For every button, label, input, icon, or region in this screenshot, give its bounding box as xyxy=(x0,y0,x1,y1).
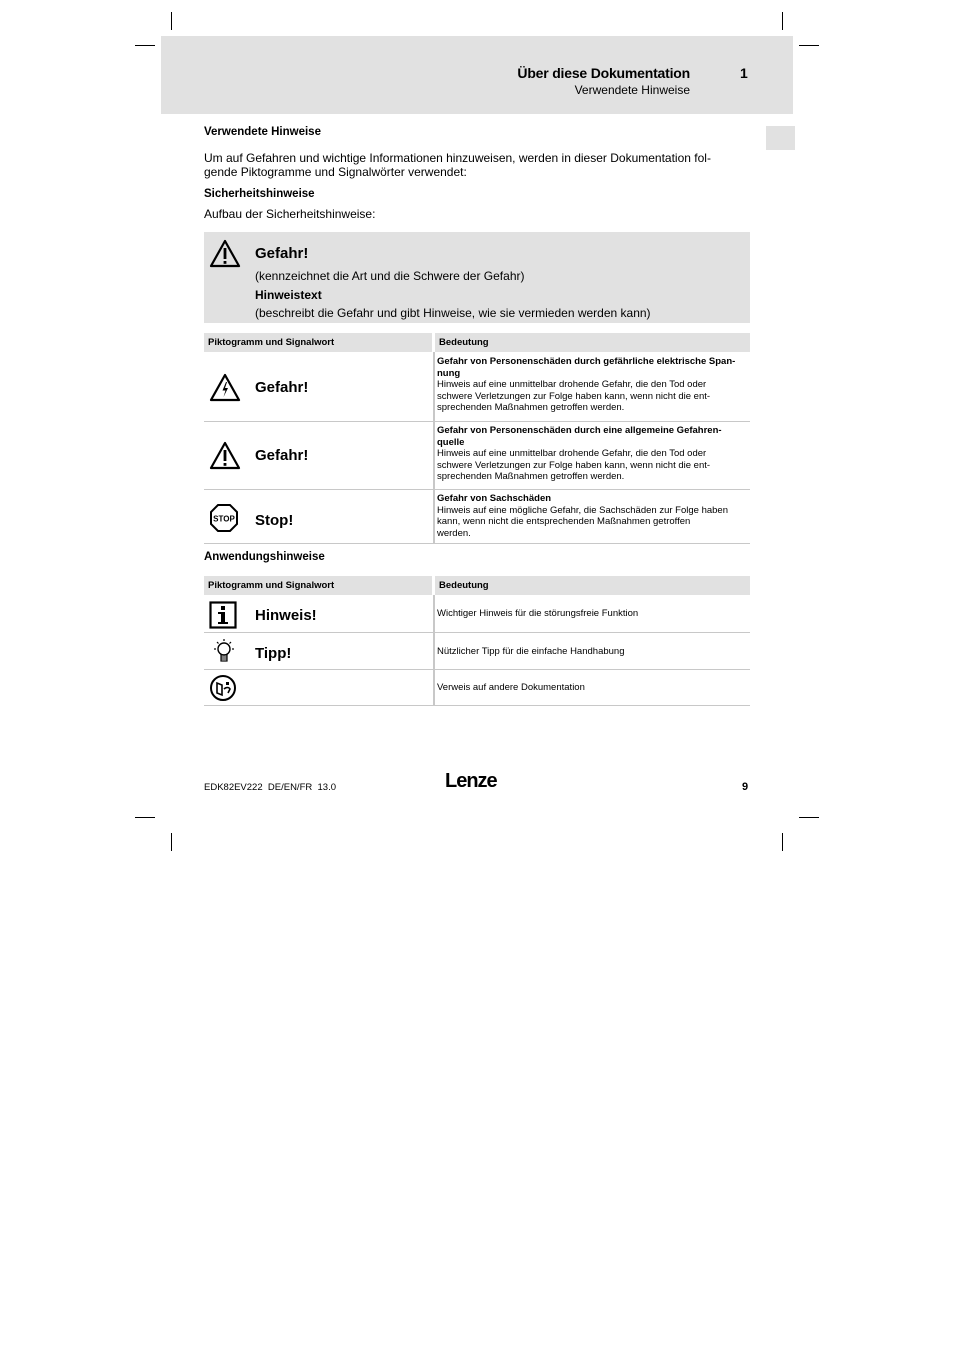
desc-line: schwere Verletzungen zur Folge haben kann, wenn nicht die ent- xyxy=(437,459,711,471)
box-line-2: Hinweistext xyxy=(255,288,322,302)
signal-word: Stop! xyxy=(255,512,294,529)
table-row xyxy=(204,490,750,544)
lenze-logo: Lenze xyxy=(445,770,497,792)
desc-bold-line: Gefahr von Personenschäden durch gefährliche elektrische Span- xyxy=(437,356,736,367)
desc-line: schwere Verletzungen zur Folge haben kann, wenn nicht die ent- xyxy=(437,390,711,402)
row-description: Verweis auf andere Dokumentation xyxy=(437,682,585,693)
desc-line: sprechenden Maßnahmen getroffen werden. xyxy=(437,402,625,413)
desc-bold-line: quelle xyxy=(437,436,465,448)
signal-word: Gefahr! xyxy=(255,447,309,464)
signal-word: Tipp! xyxy=(255,645,292,662)
page-header xyxy=(161,36,793,114)
row-description xyxy=(437,425,747,483)
crop-mark xyxy=(171,12,172,30)
stop-icon xyxy=(209,503,239,533)
desc-line: Hinweis auf eine mögliche Gefahr, die Sachschäden zur Folge haben xyxy=(437,504,728,516)
application-heading: Anwendungshinweise xyxy=(204,551,325,563)
row-description xyxy=(437,356,747,414)
box-line-3: (beschreibt die Gefahr und gibt Hinweise, wie sie vermieden werden kann) xyxy=(255,306,651,320)
page-number: 9 xyxy=(742,781,749,793)
svg-text:STOP: STOP xyxy=(213,514,235,524)
document-id: EDK82EV222 DE/EN/FR 13.0 xyxy=(204,782,337,793)
safety-signal-table xyxy=(204,333,750,544)
desc-line: sprechenden Maßnahmen getroffen werden. xyxy=(437,471,625,482)
chapter-number: 1 xyxy=(740,65,748,81)
signal-word: Gefahr! xyxy=(255,379,309,396)
table-header-meaning: Bedeutung xyxy=(435,333,750,352)
table-header-pictogram: Piktogramm und Signalwort xyxy=(204,333,432,352)
general-hazard-icon xyxy=(209,441,241,471)
header-title: Über diese Dokumentation xyxy=(517,65,690,81)
box-line-1: (kennzeichnet die Art und die Schwere der Gefahr) xyxy=(255,269,525,283)
intro-line-2: gende Piktogramme und Signalwörter verwendet: xyxy=(204,165,467,179)
desc-line: werden. xyxy=(437,527,471,539)
desc-bold-line: Gefahr von Personenschäden durch eine allgemeine Gefahren- xyxy=(437,425,722,436)
application-signal-table xyxy=(204,576,750,706)
table-row xyxy=(204,670,750,706)
box-title: Gefahr! xyxy=(255,245,309,262)
row-description xyxy=(437,493,747,539)
desc-line: Hinweis auf eine unmittelbar drohende Gefahr, die den Tod oder xyxy=(437,379,707,390)
table-header-meaning: Bedeutung xyxy=(435,576,750,595)
safety-heading: Sicherheitshinweise xyxy=(204,188,315,200)
crop-mark xyxy=(135,817,155,818)
section-title: Verwendete Hinweise xyxy=(204,126,321,138)
electric-hazard-icon xyxy=(209,373,241,403)
desc-bold-line: nung xyxy=(437,367,461,379)
row-description: Wichtiger Hinweis für die störungsfreie Funktion xyxy=(437,608,639,619)
table-row xyxy=(204,352,750,422)
crop-mark xyxy=(135,45,155,46)
chapter-tab xyxy=(766,126,795,150)
crop-mark xyxy=(799,817,819,818)
crop-mark xyxy=(782,12,783,30)
row-description: Nützlicher Tipp für die einfache Handhabung xyxy=(437,646,625,657)
reference-icon xyxy=(209,674,237,702)
header-subtitle: Verwendete Hinweise xyxy=(574,83,690,97)
signal-word: Hinweis! xyxy=(255,607,317,624)
crop-mark xyxy=(782,833,783,851)
intro-line-1: Um auf Gefahren und wichtige Informationen hinzuweisen, werden in dieser Dokumentation fol- xyxy=(204,151,711,165)
warning-triangle-icon xyxy=(209,239,241,269)
crop-mark xyxy=(171,833,172,851)
table-header-pictogram: Piktogramm und Signalwort xyxy=(204,576,432,595)
table-row xyxy=(204,595,750,633)
safety-subheading: Aufbau der Sicherheitshinweise: xyxy=(204,207,376,221)
safety-notice-structure-box xyxy=(204,232,750,323)
crop-mark xyxy=(799,45,819,46)
table-row xyxy=(204,633,750,670)
desc-line: kann, wenn nicht die entsprechenden Maßnahmen getroffen xyxy=(437,516,691,527)
table-row xyxy=(204,422,750,490)
info-icon xyxy=(209,601,237,629)
desc-bold-line: Gefahr von Sachschäden xyxy=(437,493,552,504)
desc-line: Hinweis auf eine unmittelbar drohende Gefahr, die den Tod oder xyxy=(437,448,707,459)
lightbulb-icon xyxy=(209,638,239,666)
